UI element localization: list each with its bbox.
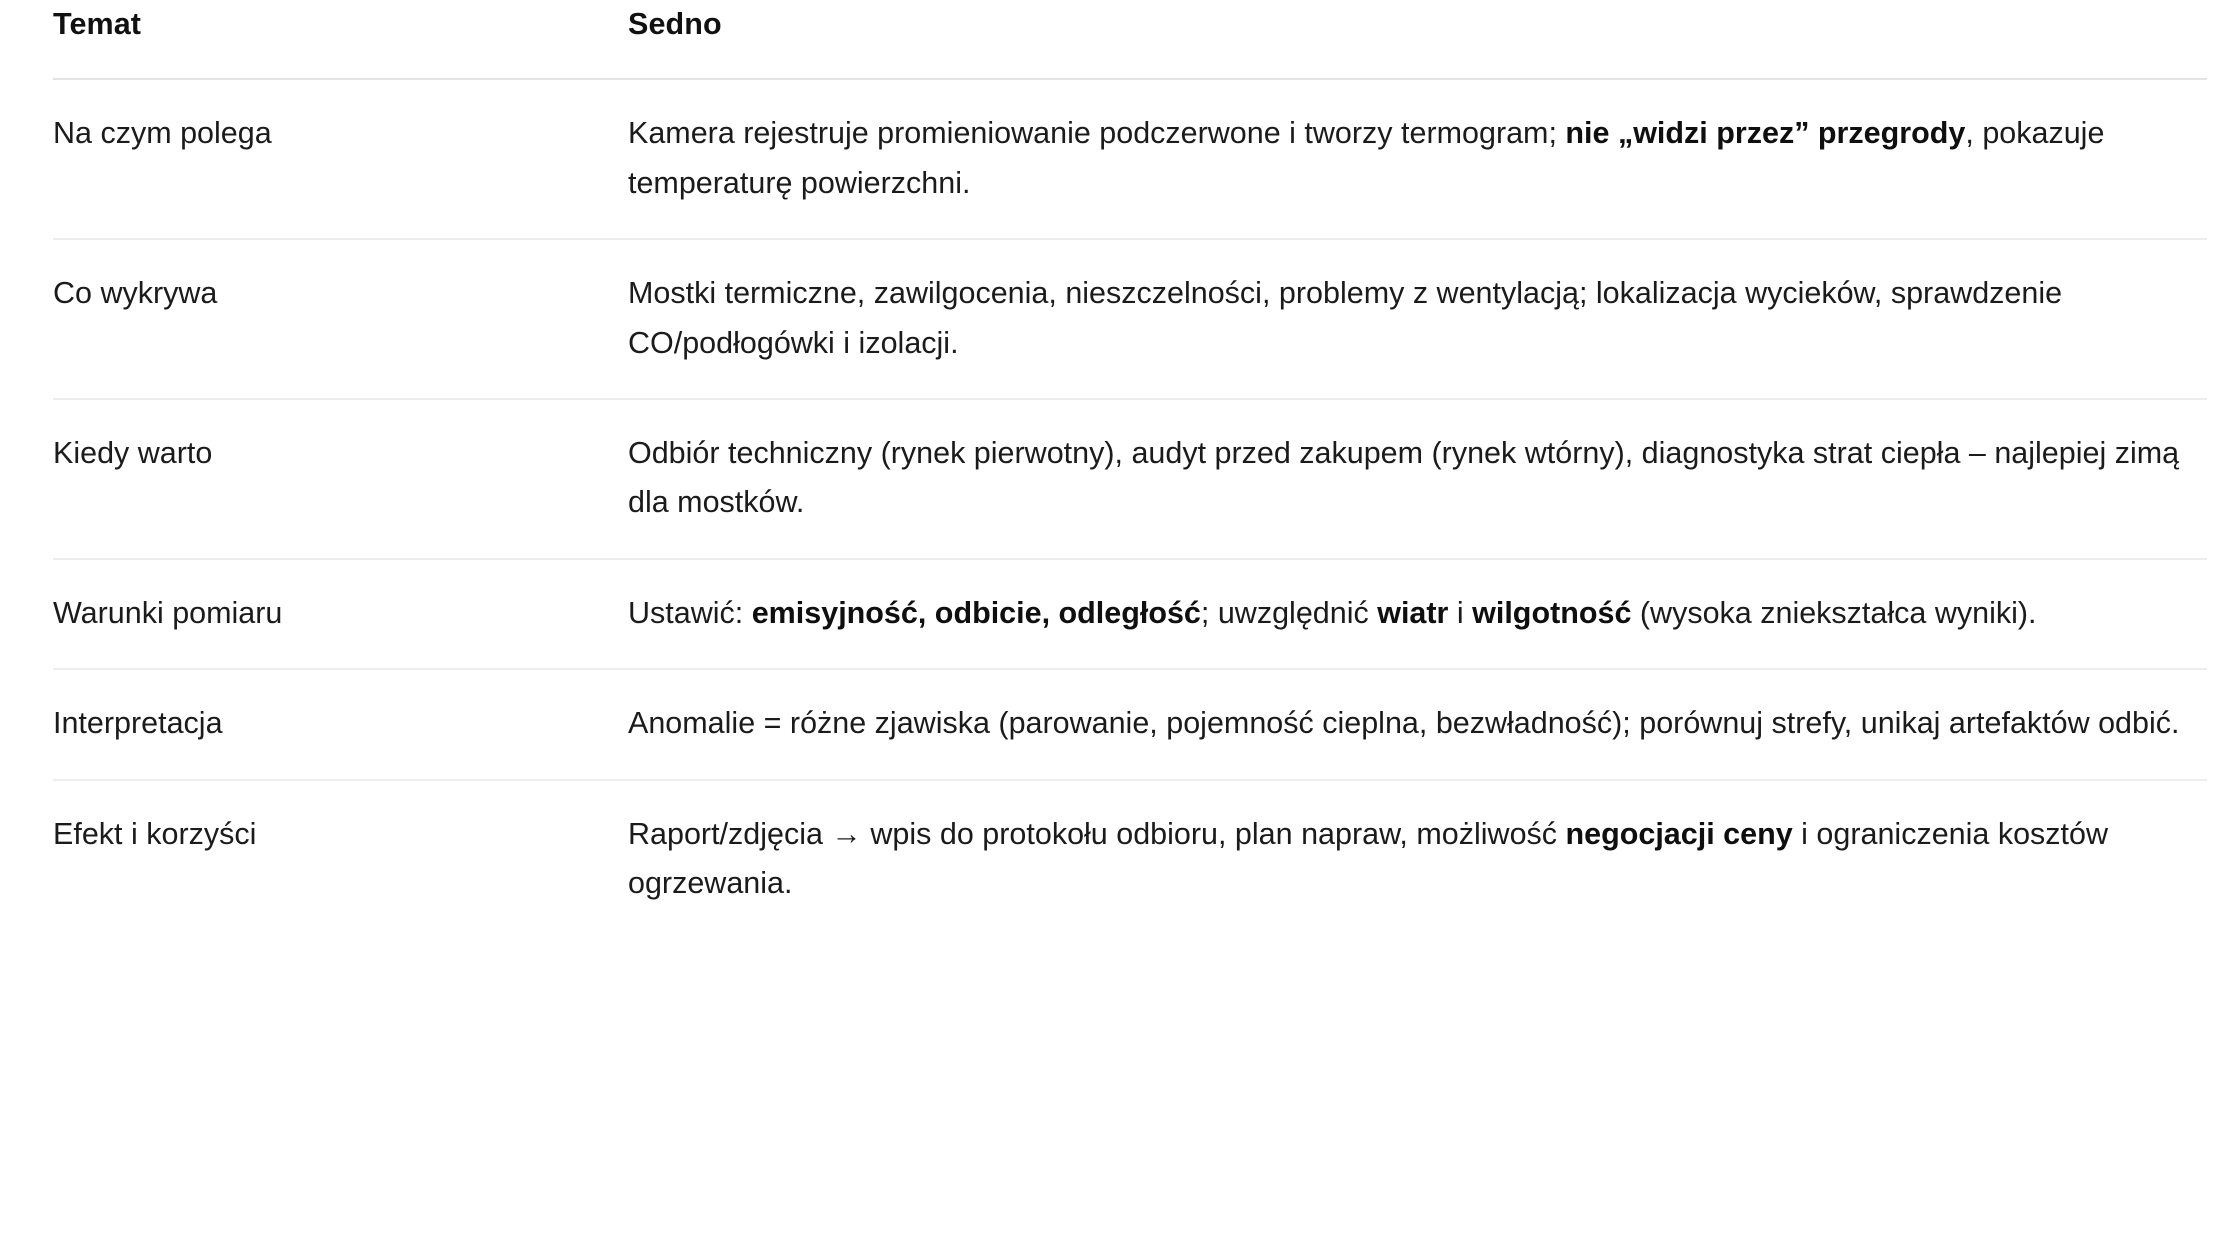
plain-text: i ograniczenia kosztów ogrzewania. <box>628 816 2109 901</box>
plain-text: ; uwzględnić <box>1200 595 1378 630</box>
plain-text: Raport/zdjęcia → wpis do protokołu odbioru, plan napraw, możliwość <box>628 816 1566 851</box>
row-detail <box>628 559 2207 669</box>
plain-text: , pokazuje temperaturę powierzchni. <box>628 116 2105 200</box>
row-detail <box>628 79 2207 239</box>
plain-text: Mostki termiczne, zawilgocenia, nieszczelności, problemy z wentylacją; lokalizacja wycieków, sprawdzenie CO/podłogówki i izolacji. <box>628 276 2063 360</box>
plain-text: Odbiór techniczny (rynek pierwotny), audyt przed zakupem (rynek wtórny), diagnostyka strat ciepła – najlepiej zimą dla mostków. <box>628 436 2180 520</box>
row-topic: Co wykrywa <box>53 239 628 399</box>
plain-text: Anomalie = różne zjawiska (parowanie, pojemność cieplna, bezwładność); porównuj strefy, unikaj artefaktów odbić. <box>628 706 2180 741</box>
table-row <box>53 780 2207 939</box>
row-detail-text <box>628 429 2188 528</box>
row-detail <box>628 239 2207 399</box>
plain-text: Ustawić: <box>628 595 752 630</box>
emphasis-text: wiatr <box>1377 595 1449 630</box>
row-topic: Na czym polega <box>53 79 628 239</box>
emphasis-text: emisyjność, odbicie, odległość <box>751 595 1201 630</box>
table-row <box>53 79 2207 239</box>
table-body <box>53 79 2207 938</box>
row-detail-text <box>628 269 2188 368</box>
table-row <box>53 399 2207 559</box>
row-detail-text <box>628 810 2188 909</box>
row-topic: Efekt i korzyści <box>53 816 257 851</box>
plain-text: i <box>1448 595 1473 630</box>
row-detail-text <box>628 589 2188 638</box>
emphasis-text: negocjacji ceny <box>1565 816 1793 851</box>
table-row <box>53 559 2207 669</box>
table-row <box>53 669 2207 779</box>
plain-text: Kamera rejestruje promieniowanie podczerwone i tworzy termogram; <box>628 116 1566 151</box>
row-topic: Interpretacja <box>53 669 628 779</box>
row-topic: Warunki pomiaru <box>53 559 628 669</box>
row-detail-text <box>628 109 2188 208</box>
emphasis-text: wilgotność <box>1472 595 1632 630</box>
column-header-topic: Temat <box>53 0 628 79</box>
table-header-row <box>53 0 2207 79</box>
info-table <box>53 0 2207 938</box>
row-detail <box>628 780 2207 939</box>
row-topic: Kiedy warto <box>53 399 628 559</box>
row-detail <box>628 669 2207 779</box>
row-detail-text <box>628 699 2188 748</box>
table-row <box>53 239 2207 399</box>
column-header-detail: Sedno <box>628 0 2207 79</box>
table-header <box>53 0 2207 79</box>
plain-text: (wysoka zniekształca wyniki). <box>1631 595 2037 630</box>
row-detail <box>628 399 2207 559</box>
emphasis-text: nie „widzi przez” przegrody <box>1565 116 1966 151</box>
